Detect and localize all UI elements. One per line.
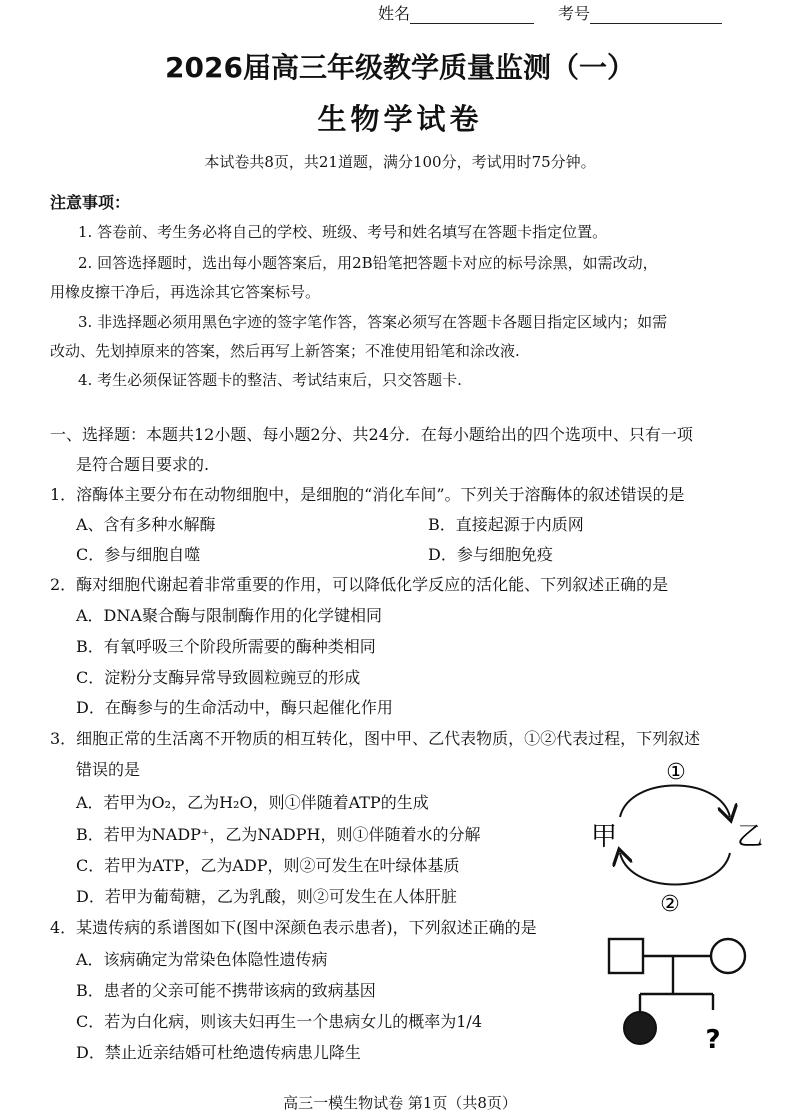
affected-daughter-circle (624, 1012, 656, 1044)
question-4-option-d: D．禁止近亲结婚可杜绝遗传病患儿降生 (76, 1043, 361, 1062)
question-1-option-c: C．参与细胞自噬 (76, 545, 201, 564)
notice-item-2-line-1: 2. 回答选择题时，选出每小题答案后，用2B铅笔把答题卡对应的标号涂黑，如需改动， (78, 254, 658, 272)
substance-yi-label: 乙 (736, 822, 764, 852)
notice-item-4: 4. 考生必须保证答题卡的整洁、考试结束后，只交答题卡. (78, 371, 462, 389)
question-3-option-d: D．若甲为葡萄糖，乙为乳酸，则②可发生在人体肝脏 (76, 887, 457, 906)
exam-number-field (558, 4, 722, 24)
exam-number-blank (590, 7, 722, 24)
exam-subtitle: 生物学试卷 (317, 102, 483, 136)
name-blank (410, 7, 534, 24)
notice-item-3-line-2: 改动、先划掉原来的答案，然后再写上新答案；不准使用铅笔和涂改液. (50, 342, 520, 360)
notice-item-2-line-2: 用橡皮擦干净后，再选涂其它答案标号。 (50, 283, 321, 301)
question-4-option-a: A．该病确定为常染色体隐性遗传病 (76, 950, 328, 969)
question-3-option-a: A．若甲为O₂，乙为H₂O，则①伴随着ATP的生成 (76, 793, 429, 812)
question-3-stem-line-2: 错误的是 (76, 760, 141, 779)
exam-info: 本试卷共8页，共21道题，满分100分，考试用时75分钟。 (204, 153, 596, 171)
pedigree-diagram (600, 930, 760, 1060)
question-4-option-b: B．患者的父亲可能不携带该病的致病基因 (76, 981, 376, 1000)
question-3-stem-line-1: 3．细胞正常的生活离不开物质的相互转化，图中甲、乙代表物质，①②代表过程，下列叙述 (50, 729, 701, 748)
question-1-option-a: A、含有多种水解酶 (76, 515, 216, 534)
question-2-option-c: C．淀粉分支酶异常导致圆粒豌豆的形成 (76, 668, 361, 687)
notice-item-3-line-1: 3. 非选择题必须用黑色字迹的签字笔作答，答案必须写在答题卡各题目指定区域内；如需 (78, 313, 668, 331)
question-1-option-d: D．参与细胞免疫 (428, 545, 553, 564)
section-1-intro-line-1: 一、选择题：本题共12小题、每小题2分、共24分．在每小题给出的四个选项中、只有一项 (50, 425, 693, 444)
notice-item-1: 1. 答卷前、考生务必将自己的学校、班级、考号和姓名填写在答题卡指定位置。 (78, 223, 608, 241)
conversion-cycle-diagram (590, 755, 770, 915)
question-3-option-c: C．若甲为ATP，乙为ADP，则②可发生在叶绿体基质 (76, 856, 460, 875)
process-1-label: ① (666, 760, 686, 785)
notice-heading: 注意事项： (50, 193, 131, 212)
unknown-child-mark: ? (705, 1025, 721, 1055)
name-field (378, 4, 534, 24)
question-2-option-d: D．在酶参与的生命活动中，酶只起催化作用 (76, 698, 393, 717)
section-1-intro-line-2: 是符合题目要求的. (76, 455, 210, 474)
question-1-option-b: B．直接起源于内质网 (428, 515, 584, 534)
exam-number-label: 考号 (558, 4, 591, 23)
page-footer: 高三一模生物试卷 第1页（共8页） (283, 1094, 517, 1112)
question-1-stem: 1．溶酶体主要分布在动物细胞中，是细胞的“消化车间”。下列关于溶酶体的叙述错误的是 (50, 485, 685, 504)
mother-circle (711, 939, 745, 973)
question-4-option-c: C．若为白化病，则该夫妇再生一个患病女儿的概率为1/4 (76, 1012, 482, 1031)
process-1-arrow (620, 786, 730, 818)
question-2-option-b: B．有氧呼吸三个阶段所需要的酶种类相同 (76, 637, 376, 656)
question-2-option-a: A．DNA聚合酶与限制酶作用的化学键相同 (76, 606, 382, 625)
question-2-stem: 2．酶对细胞代谢起着非常重要的作用，可以降低化学反应的活化能、下列叙述正确的是 (50, 575, 669, 594)
question-4-stem: 4．某遗传病的系谱图如下(图中深颜色表示患者)，下列叙述正确的是 (50, 918, 537, 937)
process-2-arrow (620, 853, 730, 885)
process-2-label: ② (660, 892, 680, 915)
exam-title: 2026届高三年级教学质量监测（一） (165, 51, 635, 84)
substance-jia-label: 甲 (590, 822, 618, 852)
question-3-option-b: B．若甲为NADP⁺，乙为NADPH，则①伴随着水的分解 (76, 825, 481, 844)
father-square (609, 939, 643, 973)
name-label: 姓名 (378, 4, 411, 23)
